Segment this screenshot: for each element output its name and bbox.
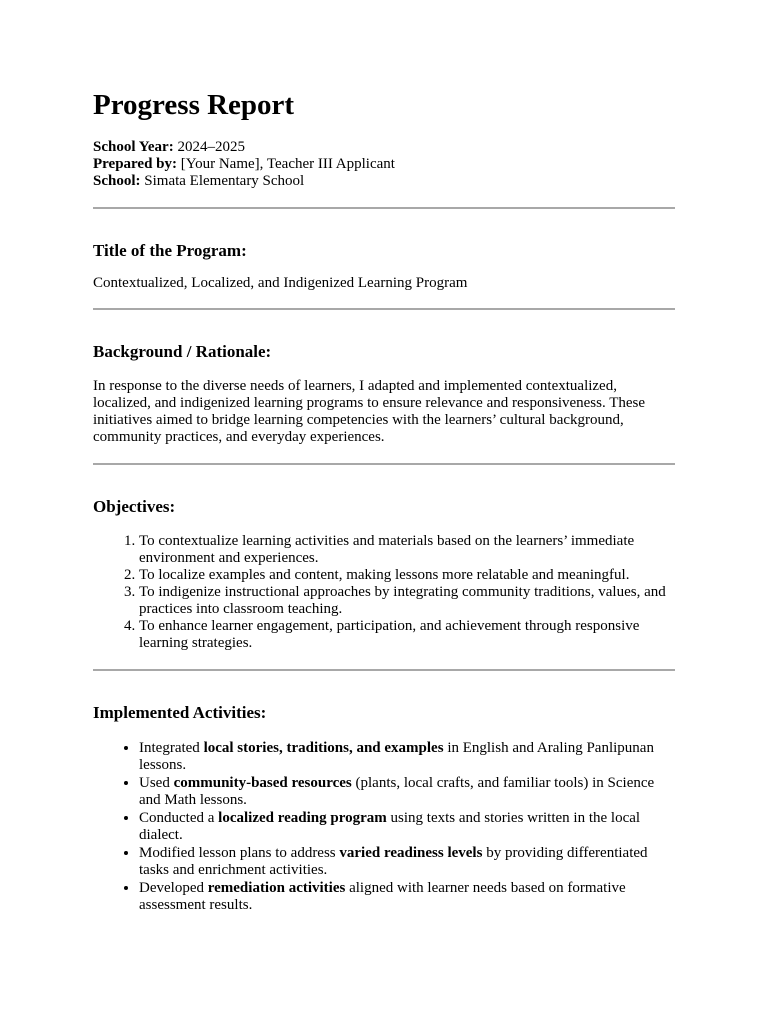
- school-year-label: School Year:: [93, 139, 174, 155]
- school-label: School:: [93, 173, 141, 189]
- prepared-by-label: Prepared by:: [93, 156, 178, 172]
- prepared-by-value: [Your Name], Teacher III Applicant: [177, 156, 395, 172]
- activities-list: [93, 739, 675, 914]
- list-item: • Developed remediation activities aligned with learner needs based on formative assessment results.: [139, 879, 675, 914]
- list-item: 1. To contextualize learning activities and materials based on the learners’ immediate environment and experiences.: [139, 533, 675, 567]
- list-item: 2. To localize examples and content, making lessons more relatable and meaningful.: [139, 567, 675, 584]
- school-year-line: [93, 139, 675, 156]
- objectives-list: [93, 533, 675, 652]
- list-item: • Used community-based resources (plants, local crafts, and familiar tools) in Science and Math lessons.: [139, 774, 675, 809]
- objectives-heading: Objectives:: [93, 497, 176, 516]
- list-item: • Conducted a localized reading program using texts and stories written in the local dialect.: [139, 809, 675, 844]
- divider: [93, 308, 675, 310]
- list-item: • Integrated local stories, traditions, and examples in English and Araling Panlipunan lessons.: [139, 739, 675, 774]
- school-value: Simata Elementary School: [140, 173, 305, 189]
- school-line: [93, 173, 675, 190]
- list-item: • Modified lesson plans to address varied readiness levels by providing differentiated tasks and enrichment activities.: [139, 844, 675, 879]
- background-heading: Background / Rationale:: [93, 342, 272, 361]
- background-text: In response to the diverse needs of learners, I adapted and implemented contextualized, localized, and indigenized learning programs to ensure relevance and responsiveness. These initiatives aimed to bridge learning competencies with the learners’ cultural background, community practices, and everyday experiences.: [93, 378, 646, 445]
- program-heading: Title of the Program:: [93, 241, 247, 260]
- school-year-value: 2024–2025: [173, 139, 245, 155]
- page-title: Progress Report: [93, 89, 295, 121]
- divider: [93, 207, 675, 209]
- divider: [93, 669, 675, 671]
- list-item: 4. To enhance learner engagement, participation, and achievement through responsive learning strategies.: [139, 618, 675, 652]
- report-meta: [93, 139, 675, 190]
- program-text: Contextualized, Localized, and Indigenized Learning Program: [93, 275, 468, 291]
- activities-heading: Implemented Activities:: [93, 703, 267, 722]
- list-item: 3. To indigenize instructional approaches by integrating community traditions, values, and practices into classroom teaching.: [139, 584, 675, 618]
- divider: [93, 463, 675, 465]
- prepared-by-line: [93, 156, 675, 173]
